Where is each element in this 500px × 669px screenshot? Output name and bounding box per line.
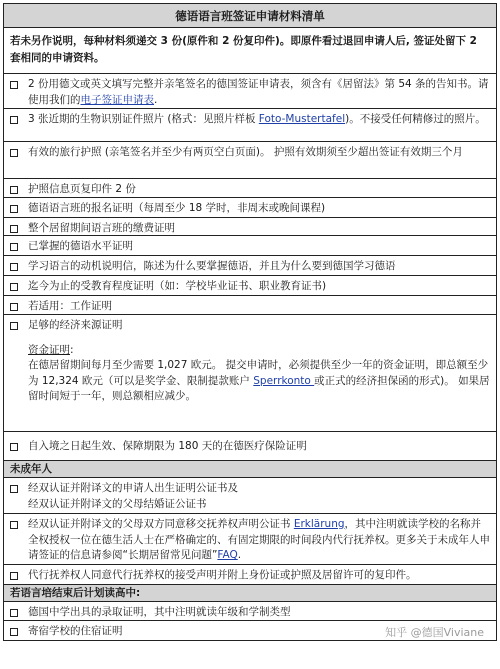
checkbox[interactable] [10, 283, 18, 291]
checkbox[interactable] [10, 205, 18, 213]
checkbox[interactable] [10, 443, 18, 451]
checkbox[interactable] [10, 485, 18, 493]
checkbox[interactable] [10, 225, 18, 233]
item-text-end: )。不接受任何精修过的照片。 [345, 113, 486, 125]
item-text: 德国中学出具的录取证明，其中注明就读年级和学制类型 [28, 606, 291, 618]
funds-subtitle: 资金证明 [28, 343, 70, 356]
list-item [4, 256, 496, 276]
checkbox[interactable] [10, 521, 18, 529]
general-notice: 若未另作说明，每种材料须递交 3 份(原件和 2 份复印件)。即原件看过退回申请人后, 签证处留下 2 套相同的申请资料。 [4, 28, 496, 74]
item-text: 2 份用德文或英文填写完整并亲笔签名的德国签证申请表，须含有《居留法》第 54 条的告知书。请使用我们的 [28, 78, 489, 106]
checkbox[interactable] [10, 322, 18, 330]
item-text: 经双认证并附译文的父母双方同意移交抚养权声明公证书 [28, 518, 294, 530]
faq-link[interactable]: FAQ [217, 549, 238, 561]
list-item [4, 109, 496, 142]
funds-label: 足够的经济来源证明 [28, 319, 123, 331]
section-header-minors: 未成年人 [4, 461, 496, 478]
item-text: 德语语言班的报名证明（每周至少 18 学时，非周末或晚间课程) [28, 202, 326, 214]
checklist-table [3, 3, 497, 641]
item-text: 3 张近期的生物识别证件照片 (格式：见照片样板 [28, 113, 259, 125]
list-item [4, 142, 496, 179]
list-item [4, 565, 496, 585]
item-text: 代行抚养权人同意代行抚养权的接受声明并附上身份证或护照及居留许可的复印件。 [28, 569, 417, 581]
list-item [4, 514, 496, 565]
section-header-highschool: 若语言培结束后计划读高中: [4, 585, 496, 602]
checkbox[interactable] [10, 149, 18, 157]
visa-form-link[interactable]: 电子签证申请表 [80, 93, 154, 106]
checkbox[interactable] [10, 116, 18, 124]
list-item [4, 478, 496, 514]
photo-sample-link[interactable]: Foto-Mustertafel [258, 113, 346, 125]
item-text: 学习语言的动机说明信，陈述为什么要掌握德语，并且为什么要到德国学习德语 [28, 260, 396, 272]
blocked-account-link[interactable]: Sperrkonto [253, 374, 315, 387]
item-text-mid: ，其中注明就读学校的名称并全权授权一位在德生活人士在严格确定的、有固定期限的时间段内代行抚养权。更多关于未成年人申请签证的信息请参阅“长期居留常见问题” [28, 518, 490, 561]
list-item [4, 432, 496, 461]
list-item [4, 236, 496, 256]
item-text: 有效的旅行护照 (亲笔签名并至少有两页空白页面)。 护照有效期须至少超出签证有效期三个月 [28, 146, 463, 158]
checkbox[interactable] [10, 243, 18, 251]
item-text: 若适用：工作证明 [28, 300, 112, 312]
checkbox[interactable] [10, 263, 18, 271]
item-text: 经双认证并附译文的申请人出生证明公证书及 经双认证并附译文的父母结婚证公证书 [28, 482, 238, 510]
funds-item [4, 315, 496, 432]
list-item [4, 602, 496, 621]
list-item [4, 198, 496, 218]
item-text: 已掌握的德语水平证明 [28, 240, 133, 252]
list-item [4, 276, 496, 296]
item-text: 寄宿学校的住宿证明 [28, 625, 123, 637]
funds-text: : 在德居留期间每月至少需要 1,027 欧元。 提交申请时，必须提供至少一年的资金证明，即总额至少为 12,324 欧元（可以是奖学金、限制提款账户 [28, 343, 489, 387]
item-text: 护照信息页复印件 2 份 [28, 183, 136, 195]
checkbox[interactable] [10, 628, 18, 636]
item-text: 整个居留期间语言班的缴费证明 [28, 222, 175, 234]
item-text-end: . [237, 549, 242, 561]
checkbox[interactable] [10, 186, 18, 194]
item-text-end: . [154, 93, 158, 106]
document-title: 德语语言班签证申请材料清单 [4, 4, 496, 28]
funds-text-end: 或正式的经济担保函的形式)。 如果居留时间短于一年，则总额相应减少。 [28, 374, 490, 402]
checkbox[interactable] [10, 303, 18, 311]
list-item [4, 179, 496, 198]
list-item [4, 296, 496, 315]
checkbox[interactable] [10, 609, 18, 617]
list-item [4, 218, 496, 236]
declaration-link[interactable]: Erklärung [293, 518, 345, 530]
watermark: 知乎 @德国Viviane [385, 626, 484, 639]
checkbox[interactable] [10, 81, 18, 89]
list-item [4, 74, 496, 109]
item-text: 迄今为止的受教育程度证明（如：学校毕业证书、职业教育证书) [28, 280, 327, 292]
funds-detail [28, 343, 490, 405]
item-text: 自入境之日起生效、保障期限为 180 天的在德医疗保险证明 [28, 440, 307, 452]
checkbox[interactable] [10, 572, 18, 580]
